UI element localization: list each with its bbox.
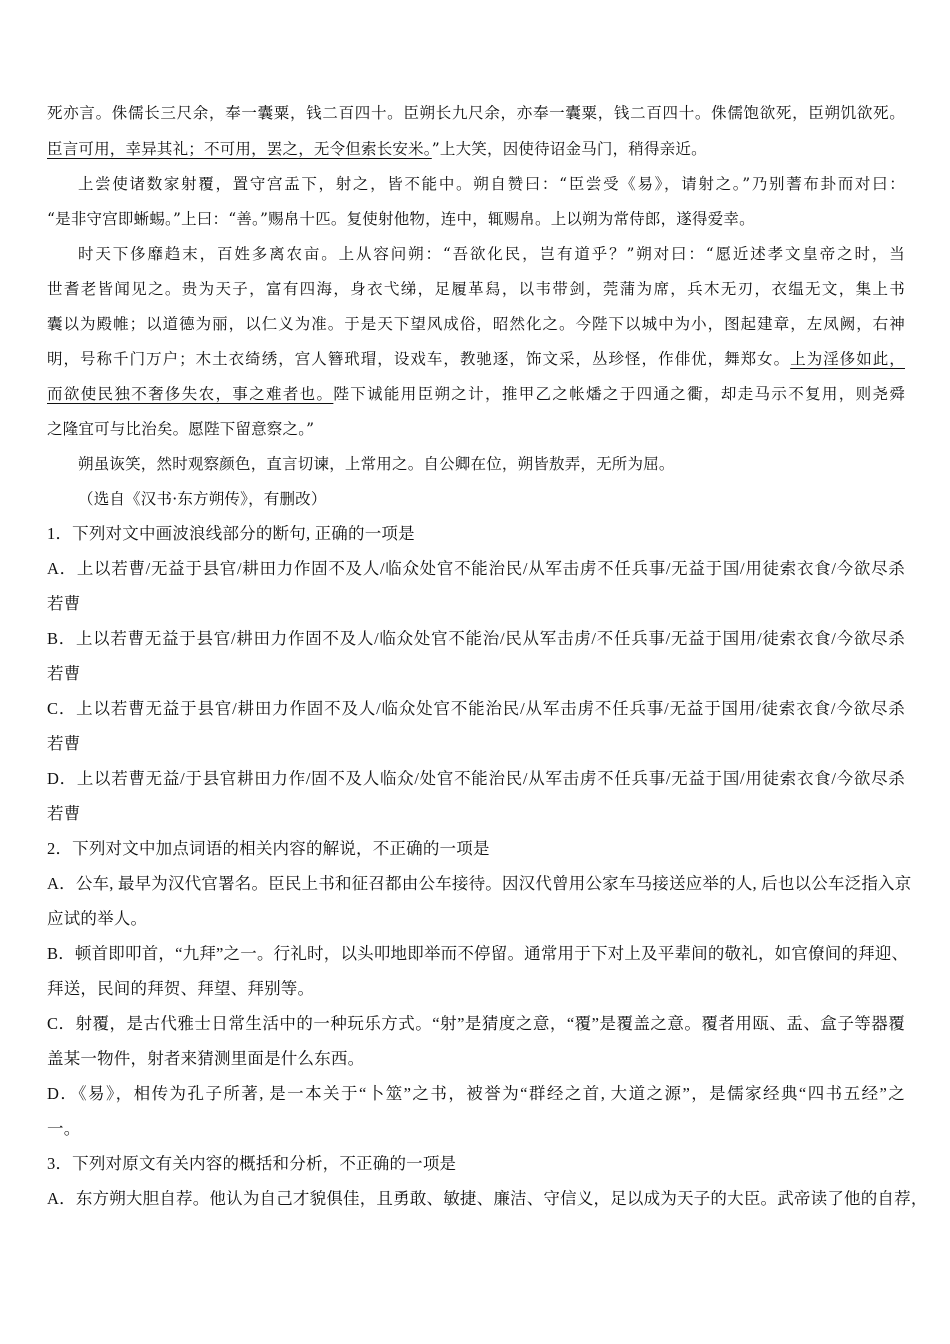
passage-line	[47, 349, 905, 369]
option-d: D．上以若曹无益/于县官耕田力作/固不及人临众/处官不能治民/从军击虏不任兵事/无益于国/用徒索衣食/今欲尽杀	[47, 769, 905, 788]
option-b-cont: 若曹	[47, 664, 81, 683]
option-b-cont: 拜送，民间的拜贺、拜望、拜别等。	[47, 979, 315, 998]
passage-line: 上尝使诸数家射覆，置守宫盂下，射之，皆不能中。朔自赞曰：“臣尝受《易》，请射之。”乃别蓍布卦而对曰：	[78, 175, 905, 193]
option-d: D．《易》，相传为孔子所著, 是一本关于“卜筮”之书，被誉为“群经之首, 大道之源”，是儒家经典“四书五经”之	[47, 1084, 905, 1103]
option-a-cont: 若曹	[47, 594, 81, 613]
passage-line	[47, 139, 707, 159]
option-d-cont: 若曹	[47, 804, 81, 823]
passage-line: 时天下侈靡趋末，百姓多离农亩。上从容问朔：“吾欲化民，岂有道乎？”朔对曰：“愿近述孝文皇帝之时，当	[78, 245, 905, 263]
question-stem: 1．下列对文中画波浪线部分的断句, 正确的一项是	[47, 524, 415, 543]
question-stem: 3．下列对原文有关内容的概括和分析，不正确的一项是	[47, 1154, 457, 1173]
underlined-sentence: 上为淫侈如此，	[790, 350, 905, 368]
option-c-cont: 盖某一物件，射者来猜测里面是什么东西。	[47, 1049, 365, 1068]
option-a: A．上以若曹/无益于县官/耕田力作固不及人/临众处官不能治民/从军击虏不任兵事/无益于国/用徒索衣食/今欲尽杀	[47, 559, 905, 578]
passage-line: 死亦言。侏儒长三尺余，奉一囊粟，钱二百四十。臣朔长九尺余，亦奉一囊粟，钱二百四十。侏儒饱欲死，臣朔饥欲死。	[47, 104, 905, 122]
passage-line: 朔虽诙笑，然时观察颜色，直言切谏，上常用之。自公卿在位，朔皆敖弄，无所为屈。	[78, 455, 675, 473]
option-c-cont: 若曹	[47, 734, 81, 753]
option-a-cont: 应试的举人。	[47, 909, 148, 928]
source-citation: （选自《汉书·东方朔传》，有删改）	[78, 490, 327, 508]
passage-line: “是非守宫即蜥蜴。”上曰：“善。”赐帛十匹。复使射他物，连中，辄赐帛。上以朔为常侍郎，遂得爱幸。	[47, 210, 755, 228]
passage-text: ”上大笑，因使待诏金马门，稍得亲近。	[431, 140, 707, 158]
question-stem: 2．下列对文中加点词语的相关内容的解说，不正确的一项是	[47, 839, 490, 858]
underlined-sentence: 而欲使民独不奢侈失农，事之难者也。	[47, 385, 334, 403]
option-a: A．东方朔大胆自荐。他认为自己才貌俱佳，且勇敢、敏捷、廉洁、守信义，足以成为天子的大臣。武帝读了他的自荐，	[47, 1189, 928, 1208]
option-d-cont: 一。	[47, 1119, 81, 1138]
passage-text: 明，号称千门万户；木土衣绮绣，宫人簪玳瑁，设戏车，教驰逐，饰文采，丛珍怪，作俳优，舞郑女。	[47, 350, 791, 368]
passage-line: 世耆老皆闻见之。贵为天子，富有四海，身衣弋绨，足履革舄，以韦带剑，莞蒲为席，兵木无刃，衣缊无文，集上书	[47, 280, 905, 298]
option-b: B．顿首即叩首，“九拜”之一。行礼时，以头叩地即举而不停留。通常用于下对上及平辈间的敬礼，如官僚间的拜迎、	[47, 944, 909, 963]
underlined-sentence: 臣言可用，幸异其礼；不可用，罢之，无令但索长安米。	[47, 140, 432, 158]
option-c: C．射覆，是古代雅士日常生活中的一种玩乐方式。“射”是猜度之意，“覆”是覆盖之意。覆者用瓯、盂、盒子等器覆	[47, 1014, 905, 1033]
option-b: B．上以若曹无益于县官/耕田力作固不及人/临众处官不能治/民从军击虏/不任兵事/无益于国用/徒索衣食/今欲尽杀	[47, 629, 905, 648]
passage-line	[47, 384, 905, 404]
option-c: C．上以若曹无益于县官/耕田力作固不及人/临众处官不能治民/从军击虏不任兵事/无益于国用/徒索衣食/今欲尽杀	[47, 699, 905, 718]
passage-line: 之隆宜可与比治矣。愿陛下留意察之。”	[47, 420, 315, 438]
passage-line: 囊以为殿帷；以道德为丽，以仁义为准。于是天下望风成俗，昭然化之。今陛下以城中为小，图起建章，左凤阙，右神	[47, 315, 905, 333]
option-a: A．公车, 最早为汉代官署名。臣民上书和征召都由公车接待。因汉代曾用公家车马接送应举的人, 后也以公车泛指入京	[47, 874, 912, 893]
passage-text: 陛下诚能用臣朔之计，推甲乙之帐燔之于四通之衢，却走马示不复用，则尧舜	[333, 385, 905, 403]
